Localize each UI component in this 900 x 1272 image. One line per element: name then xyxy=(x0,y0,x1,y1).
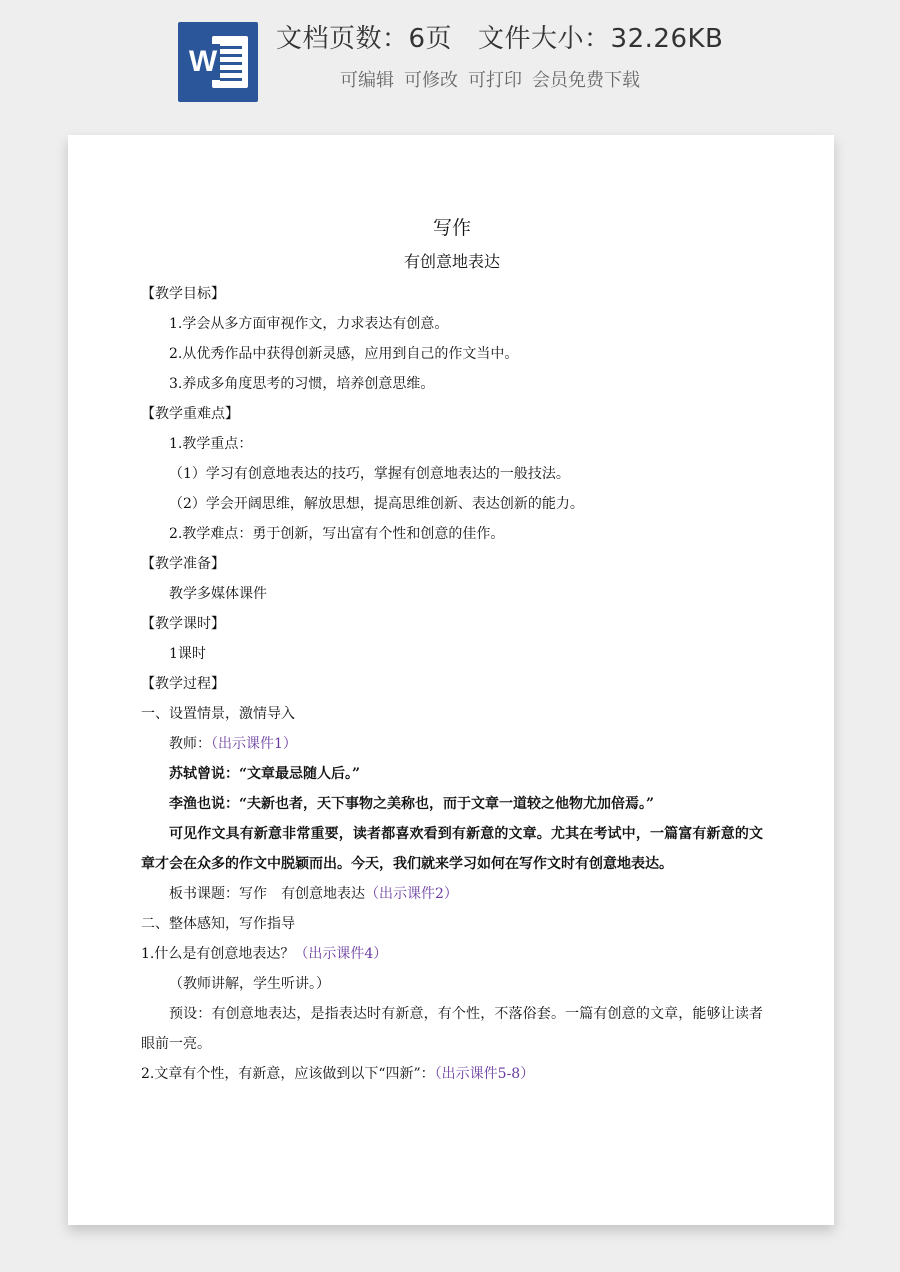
slide-ref: （出示课件1） xyxy=(211,736,297,752)
feature-member-download: 会员免费下载 xyxy=(532,70,640,91)
feature-editable: 可编辑 xyxy=(340,70,394,91)
question-2: 2.文章有个性，有新意，应该做到以下“四新”： xyxy=(141,1066,435,1082)
key-item: （2）学会开阔思维，解放思想，提高思维创新、表达创新的能力。 xyxy=(169,496,584,512)
file-size: 文件大小：32.26KB xyxy=(478,24,724,54)
doc-subtitle: 有创意地表达 xyxy=(403,252,500,271)
slide-ref: （出示课件5-8） xyxy=(434,1066,535,1082)
document-page xyxy=(68,135,834,1225)
question-1: 1.什么是有创意地表达？ xyxy=(141,946,295,962)
preset-paragraph: 预设：有创意地表达，是指表达时有新意，有个性，不落俗套。一篇有创意的文章，能够让读者眼前一亮。 xyxy=(141,1006,763,1052)
download-info-header xyxy=(0,0,900,120)
question-1-note: （教师讲解，学生听讲。） xyxy=(169,976,330,992)
board-title: 板书课题：写作 有创意地表达 xyxy=(169,886,365,902)
feature-list xyxy=(340,66,650,92)
section-2: 二、整体感知，写作指导 xyxy=(141,916,295,932)
heading-prep: 【教学准备】 xyxy=(141,556,225,572)
question-1-line xyxy=(141,939,763,969)
doc-title: 写作 xyxy=(432,217,471,239)
question-2-line xyxy=(141,1059,763,1089)
feature-printable: 可打印 xyxy=(468,70,522,91)
goal-item: 1.学会从多方面审视作文，力求表达有创意。 xyxy=(169,316,449,332)
quote-sushi: 苏轼曾说：“文章最忌随人后。” xyxy=(169,766,361,782)
goal-item: 2.从优秀作品中获得创新灵感，应用到自己的作文当中。 xyxy=(169,346,519,362)
heading-time: 【教学课时】 xyxy=(141,616,225,632)
teacher-line xyxy=(141,729,763,759)
teacher-label: 教师： xyxy=(169,736,211,752)
intro-paragraph: 可见作文具有新意非常重要，读者都喜欢看到有新意的文章。尤其在考试中，一篇富有新意的文章才会在众多的作文中脱颖而出。今天，我们就来学习如何在写作文时有创意地表达。 xyxy=(141,826,763,872)
quote-liyu: 李渔也说：“夫新也者，天下事物之美称也，而于文章一道较之他物尤加倍焉。” xyxy=(169,796,655,812)
goal-item: 3.养成多角度思考的习惯，培养创意思维。 xyxy=(169,376,435,392)
word-doc-icon xyxy=(178,22,258,102)
document-content xyxy=(141,215,763,1089)
prep-text: 教学多媒体课件 xyxy=(169,586,267,602)
key-item: （1）学习有创意地表达的技巧，掌握有创意地表达的一般技法。 xyxy=(169,466,570,482)
key-title: 1.教学重点： xyxy=(169,436,253,452)
feature-modifiable: 可修改 xyxy=(404,70,458,91)
heading-goal: 【教学目标】 xyxy=(141,286,225,302)
heading-key-points: 【教学重难点】 xyxy=(141,406,239,422)
page-count: 文档页数：6页 xyxy=(276,24,453,54)
time-text: 1课时 xyxy=(169,646,206,662)
file-meta xyxy=(276,18,723,55)
board-title-line xyxy=(141,879,763,909)
heading-process: 【教学过程】 xyxy=(141,676,225,692)
slide-ref: （出示课件2） xyxy=(365,886,458,902)
difficulty: 2.教学难点：勇于创新，写出富有个性和创意的佳作。 xyxy=(169,526,505,542)
slide-ref: （出示课件4） xyxy=(294,946,388,962)
word-letter: W xyxy=(186,44,220,80)
section-1: 一、设置情景，激情导入 xyxy=(141,706,295,722)
